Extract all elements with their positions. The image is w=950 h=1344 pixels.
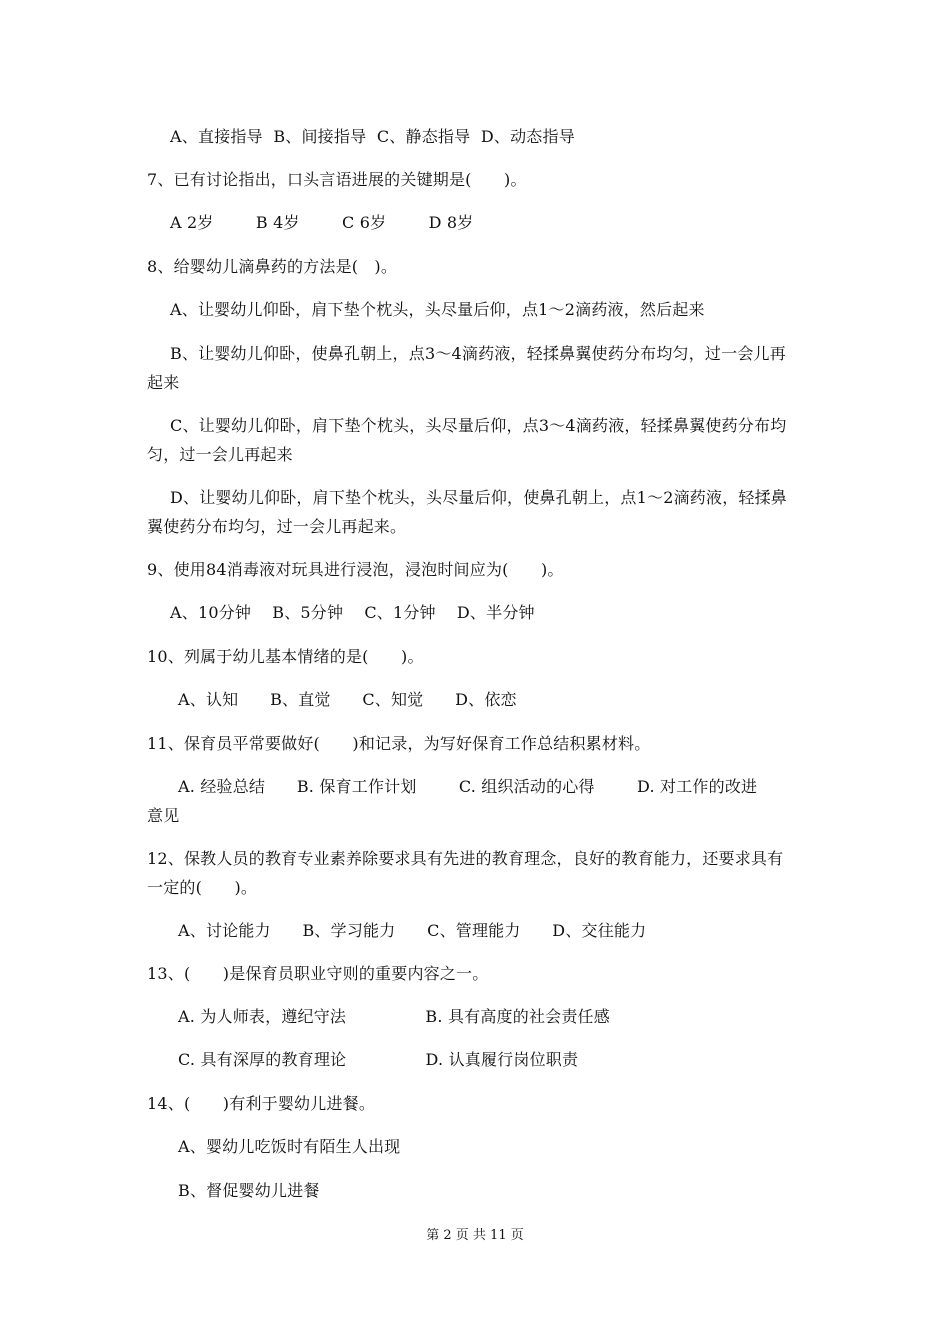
q7-stem: 7、已有讨论指出，口头言语进展的关键期是( )。 [147,170,527,189]
q10-options: A、认知 B、直觉 C、知觉 D、依恋 [178,690,517,709]
q8-option-a: A、让婴幼儿仰卧，肩下垫个枕头，头尽量后仰，点1～2滴药液，然后起来 [170,300,705,319]
q14-option-b: B、督促婴幼儿进餐 [178,1181,320,1200]
q9-options: A、10分钟 B、5分钟 C、1分钟 D、半分钟 [170,603,535,622]
q12-options: A、讨论能力 B、学习能力 C、管理能力 D、交往能力 [178,921,647,940]
q6-options: A、直接指导 B、间接指导 C、静态指导 D、动态指导 [170,127,575,146]
q8-stem: 8、给婴幼儿滴鼻药的方法是( )。 [147,257,398,276]
q8-option-c-line1: C、让婴幼儿仰卧，肩下垫个枕头，头尽量后仰，点3～4滴药液，轻揉鼻翼使药分布均 [170,416,787,435]
q8-option-b-line2: 起来 [147,373,180,392]
q14-option-a: A、婴幼儿吃饭时有陌生人出现 [178,1137,401,1156]
q11-stem: 11、保育员平常要做好( )和记录，为写好保育工作总结积累材料。 [147,734,651,753]
q11-options-line1: A. 经验总结 B. 保育工作计划 C. 组织活动的心得 D. 对工作的改进 [178,777,758,796]
q10-stem: 10、列属于幼儿基本情绪的是( )。 [147,647,424,666]
q7-options: A 2岁 B 4岁 C 6岁 D 8岁 [170,213,474,232]
q13-stem: 13、( )是保育员职业守则的重要内容之一。 [147,964,489,983]
q9-stem: 9、使用84消毒液对玩具进行浸泡，浸泡时间应为( )。 [147,560,564,579]
q12-stem-line2: 一定的( )。 [147,878,258,897]
q8-option-d-line2: 翼使药分布均匀，过一会儿再起来。 [147,517,407,536]
q13-options-row2: C. 具有深厚的教育理论 D. 认真履行岗位职责 [178,1050,579,1069]
q14-stem: 14、( )有利于婴幼儿进餐。 [147,1094,376,1113]
q8-option-d-line1: D、让婴幼儿仰卧，肩下垫个枕头，头尽量后仰，使鼻孔朝上，点1～2滴药液，轻揉鼻 [170,488,787,507]
q12-stem-line1: 12、保教人员的教育专业素养除要求具有先进的教育理念，良好的教育能力，还要求具有 [147,849,784,868]
q11-options-line2: 意见 [147,806,180,825]
q8-option-b-line1: B、让婴幼儿仰卧，使鼻孔朝上，点3～4滴药液，轻揉鼻翼使药分布均匀，过一会儿再 [170,344,786,363]
page-footer: 第 2 页 共 11 页 [426,1228,524,1243]
q8-option-c-line2: 匀，过一会儿再起来 [147,445,293,464]
q13-options-row1: A. 为人师表，遵纪守法 B. 具有高度的社会责任感 [178,1007,610,1026]
